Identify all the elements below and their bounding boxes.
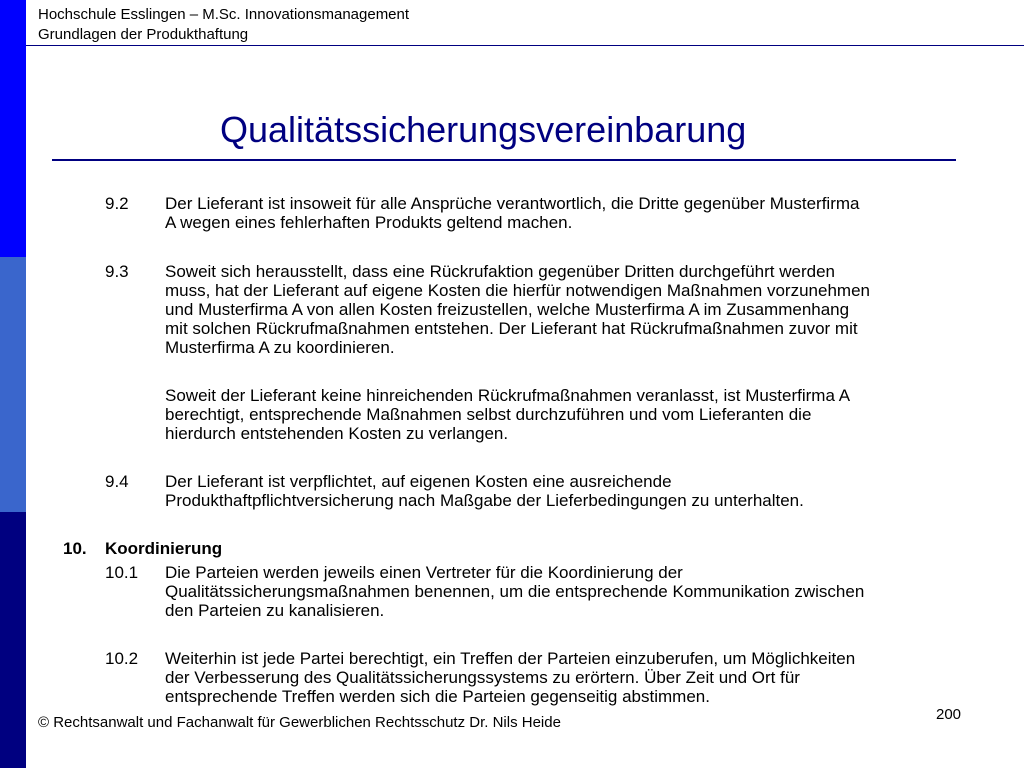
clause-line: der Verbesserung des Qualitätssicherungssystems zu erörtern. Über Zeit und Ort für xyxy=(165,668,800,687)
clause-line: berechtigt, entsprechende Maßnahmen selbst durchzuführen und vom Lieferanten die xyxy=(165,405,812,424)
clause-line: muss, hat der Lieferant auf eigene Kosten die hierfür notwendigen Maßnahmen vorzunehmen xyxy=(165,281,870,300)
footer-copyright: © Rechtsanwalt und Fachanwalt für Gewerblichen Rechtsschutz Dr. Nils Heide xyxy=(38,714,561,731)
clause-number: 9.4 xyxy=(105,472,129,491)
clause-line: A wegen eines fehlerhaften Produkts geltend machen. xyxy=(165,213,573,232)
header-course: Grundlagen der Produkthaftung xyxy=(38,26,249,43)
clause-line: und Musterfirma A von allen Kosten freizustellen, welche Musterfirma A im Zusammenhang xyxy=(165,300,850,319)
clause-line: Weiterhin ist jede Partei berechtigt, ein Treffen der Parteien einzuberufen, um Möglichkeiten xyxy=(165,649,856,668)
section-number: 10. xyxy=(63,539,87,558)
clause-line: Soweit der Lieferant keine hinreichenden Rückrufmaßnahmen veranlasst, ist Musterfirma A xyxy=(165,386,851,405)
clause-line: Qualitätssicherungsmaßnahmen benennen, um die entsprechende Kommunikation zwischen xyxy=(165,582,865,601)
clause-text xyxy=(165,386,1005,443)
clause-line: entsprechende Treffen werden sich die Parteien gegenseitig abstimmen. xyxy=(165,687,710,706)
clause-line: Soweit sich herausstellt, dass eine Rückrufaktion gegenüber Dritten durchgeführt werden xyxy=(165,262,835,281)
clause-number: 10.2 xyxy=(105,649,139,668)
clause-text xyxy=(165,262,1005,357)
clause-text xyxy=(165,649,1005,706)
clause-number: 9.3 xyxy=(105,262,129,281)
clause-text xyxy=(165,472,1005,510)
clause-line: Die Parteien werden jeweils einen Vertreter für die Koordinierung der xyxy=(165,563,683,582)
clause-number: 10.1 xyxy=(105,563,139,582)
section-title: Koordinierung xyxy=(105,539,223,558)
clause-number: 9.2 xyxy=(105,194,129,213)
slide-title: Qualitätssicherungsvereinbarung xyxy=(220,109,747,150)
clause-line: mit solchen Rückrufmaßnahmen entstehen. Der Lieferant hat Rückrufmaßnahmen zuvor mit xyxy=(165,319,858,338)
header-institution: Hochschule Esslingen – M.Sc. Innovationsmanagement xyxy=(38,6,410,23)
page-number: 200 xyxy=(936,706,962,723)
clause-text xyxy=(165,563,1005,620)
clause-line: Produkthaftpflichtversicherung nach Maßgabe der Lieferbedingungen zu unterhalten. xyxy=(165,491,804,510)
clause-line: Der Lieferant ist insoweit für alle Ansprüche verantwortlich, die Dritte gegenüber Musterfirma xyxy=(165,194,860,213)
clause-line: hierdurch entstehenden Kosten zu verlangen. xyxy=(165,424,509,443)
clause-line: den Parteien zu kanalisieren. xyxy=(165,601,385,620)
clause-text xyxy=(165,194,1005,232)
clause-line: Musterfirma A zu koordinieren. xyxy=(165,338,395,357)
clause-line: Der Lieferant ist verpflichtet, auf eigenen Kosten eine ausreichende xyxy=(165,472,672,491)
